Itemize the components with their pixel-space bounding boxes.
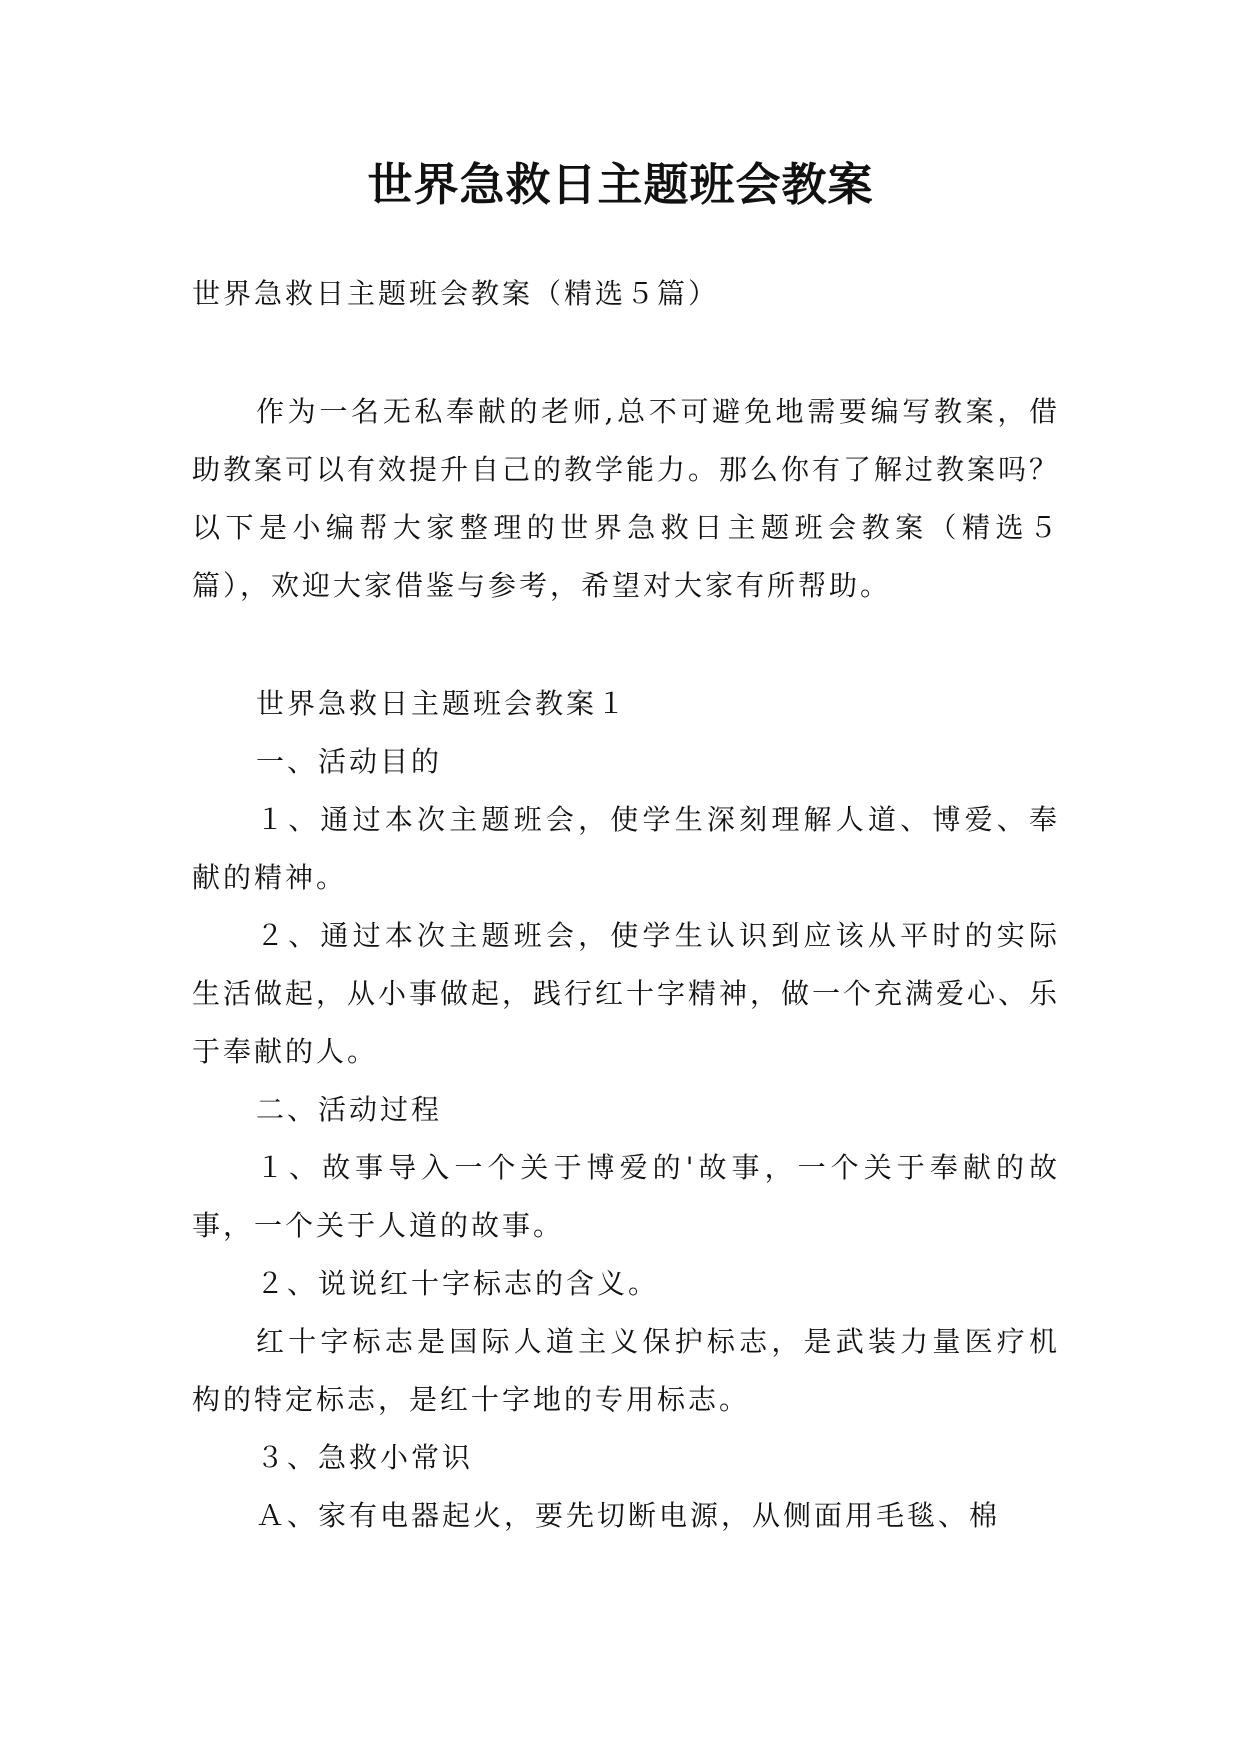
document-title: 世界急救日主题班会教案: [367, 158, 874, 211]
process-item-3: ３、急救小常识: [256, 1441, 474, 1474]
process-item-2: ２、说说红十字标志的含义。: [256, 1267, 660, 1300]
purpose-item-1: １、通过本次主题班会，使学生深刻理解人道、博爱、奉献的精神。: [192, 803, 1060, 894]
intro-paragraph: 作为一名无私奉献的老师,总不可避免地需要编写教案，借助教案可以有效提升自己的教学能力。那么你有了解过教案吗？以下是小编帮大家整理的世界急救日主题班会教案（精选５篇），欢迎大家借鉴与参考，希望对大家有所帮助。: [192, 395, 1061, 602]
first-aid-tip-a: Ａ、家有电器起火，要先切断电源，从侧面用毛毯、棉: [256, 1499, 1001, 1532]
process-item-1: １、故事导入一个关于博爱的'故事，一个关于奉献的故事，一个关于人道的故事。: [192, 1151, 1060, 1242]
purpose-item-2: ２、通过本次主题班会，使学生认识到应该从平时的实际生活做起，从小事做起，践行红十字精神，做一个充满爱心、乐于奉献的人。: [192, 919, 1061, 1068]
section-heading-plan-1: 世界急救日主题班会教案１: [256, 687, 629, 720]
red-cross-description: 红十字标志是国际人道主义保护标志，是武装力量医疗机构的特定标志，是红十字地的专用标志。: [192, 1325, 1060, 1416]
section-heading-purpose: 一、活动目的: [256, 745, 443, 778]
section-heading-process: 二、活动过程: [256, 1093, 443, 1126]
document-subtitle: 世界急救日主题班会教案（精选５篇）: [192, 277, 720, 310]
document-body: [192, 265, 1060, 1545]
